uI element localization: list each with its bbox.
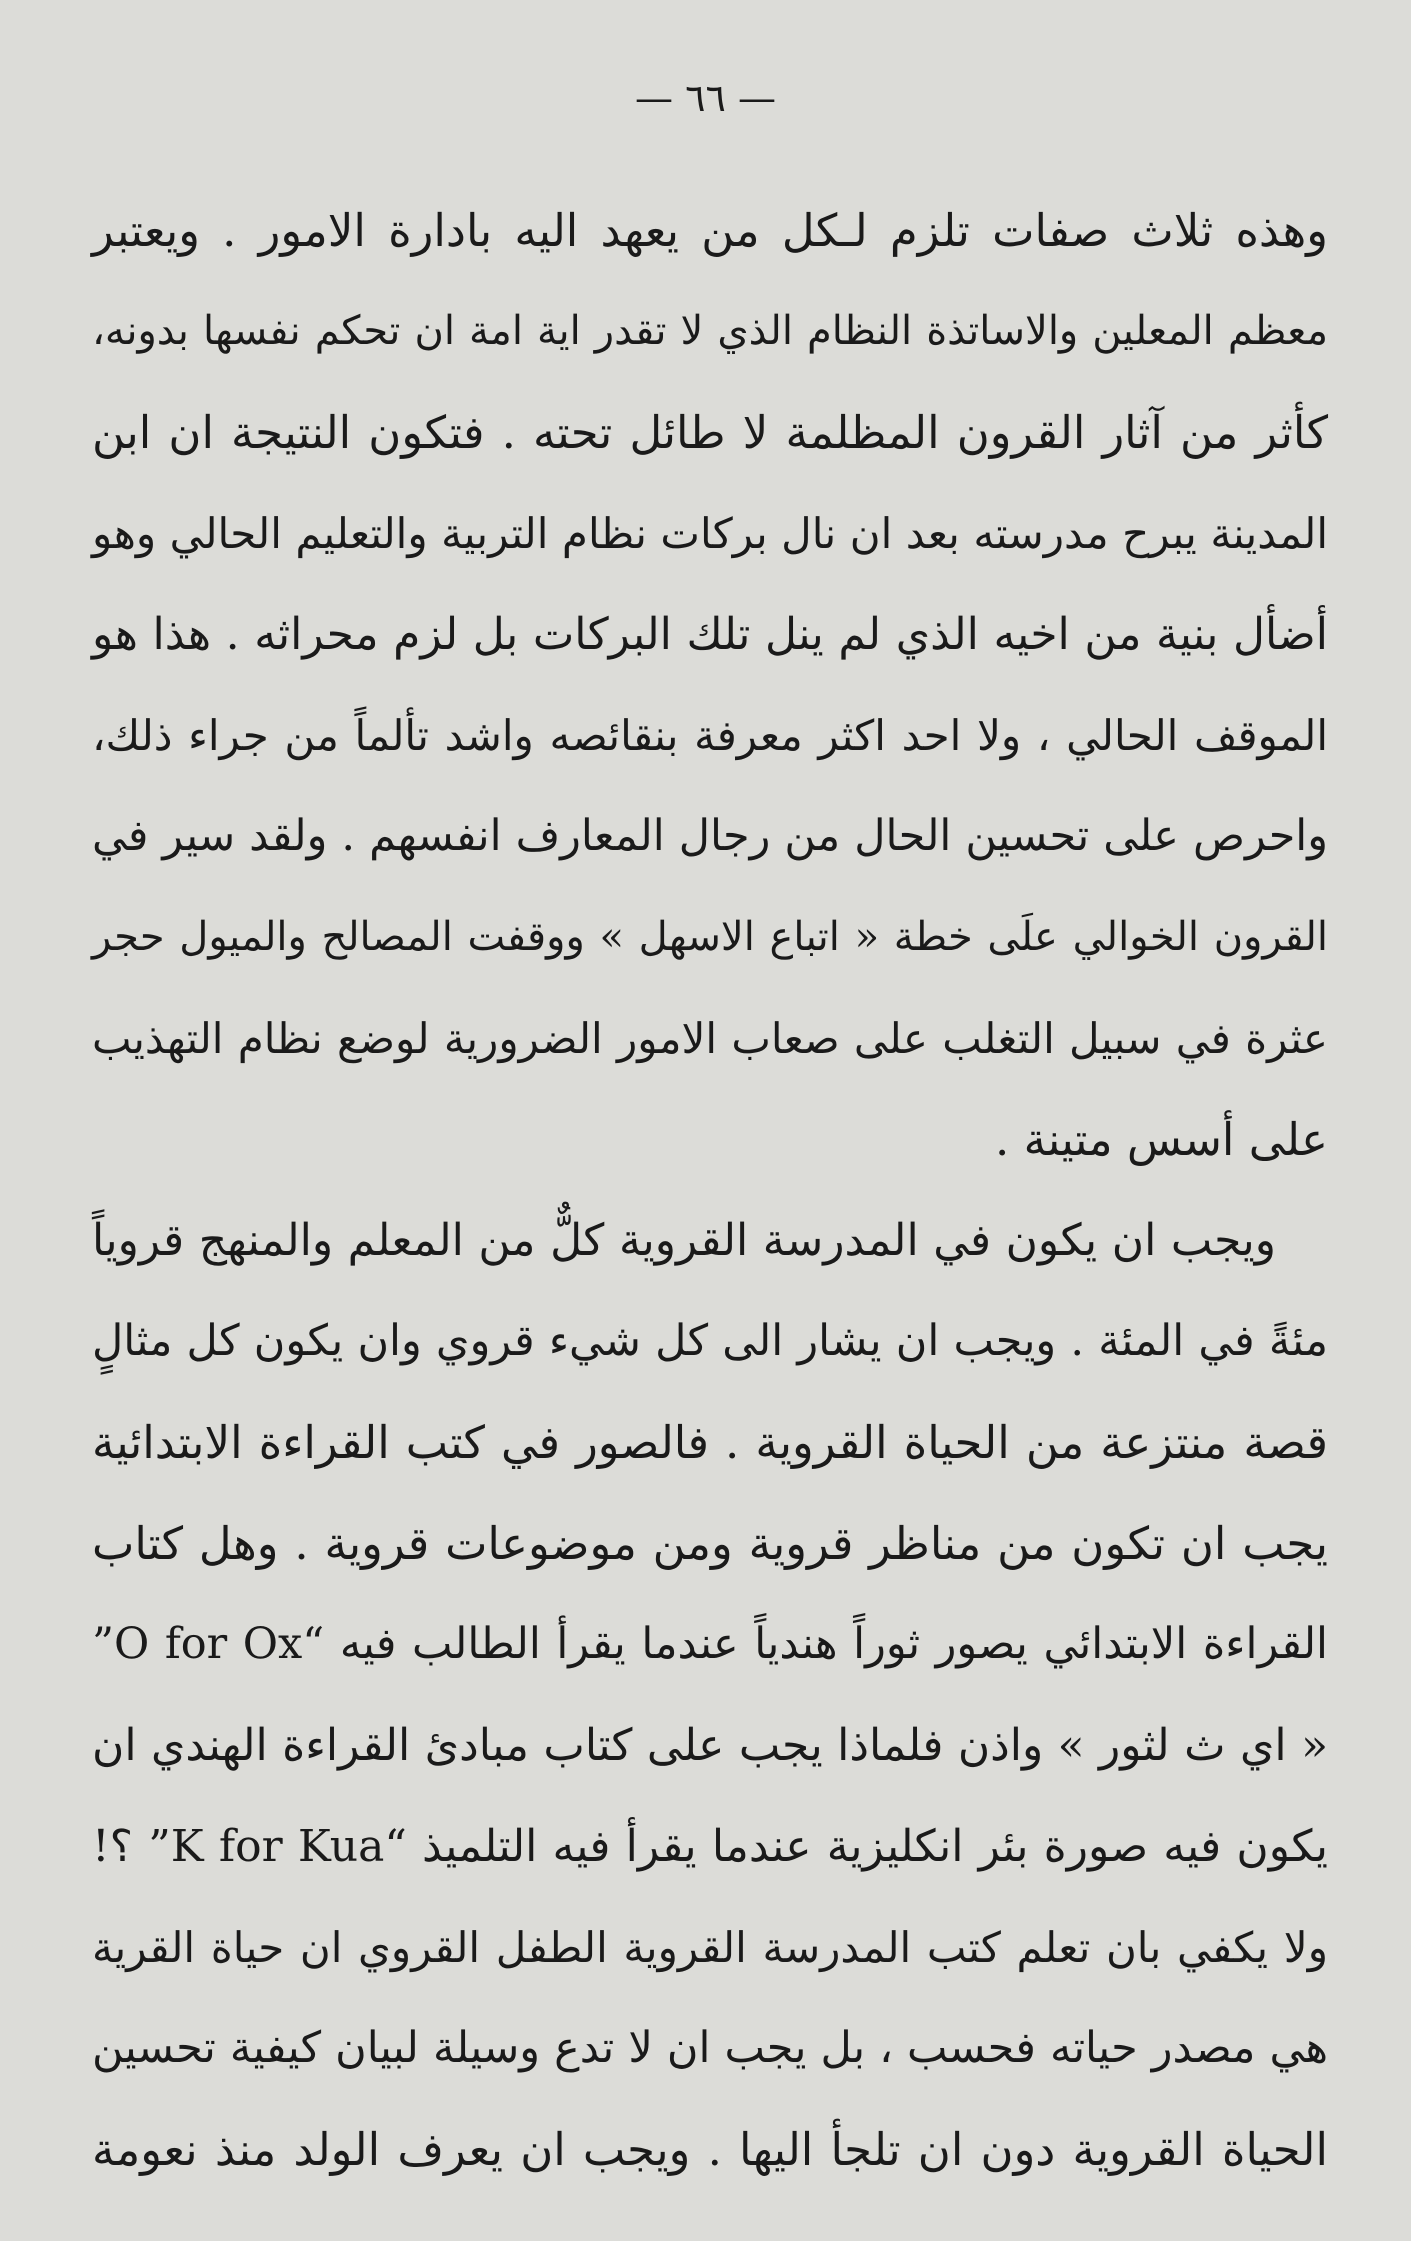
- text-line: الموقف الحالي ، ولا احد اكثر معرفة بنقائصه واشد تألماً من جراء ذلك،: [92, 711, 1328, 760]
- text-line: القرون الخوالي علَى خطة « اتباع الاسهل » ووقفت المصالح والميول حجر: [92, 914, 1328, 960]
- text-line: ولا يكفي بان تعلم كتب المدرسة القروية الطفل القروي ان حياة القرية: [92, 1923, 1328, 1972]
- paragraph-start-line: ويجب ان يكون في المدرسة القروية كلٌّ من المعلم والمنهج قروياً: [92, 1215, 1276, 1266]
- text-line: عثرة في سبيل التغلب على صعاب الامور الضرورية لوضع نظام التهذيب: [92, 1014, 1328, 1063]
- text-line: أضأل بنية من اخيه الذي لم ينل تلك البركات بل لزم محراثه . هذا هو: [92, 609, 1328, 660]
- text-line: هي مصدر حياته فحسب ، بل يجب ان لا تدع وسيلة لبيان كيفية تحسين: [92, 2023, 1328, 2073]
- text-line: قصة منتزعة من الحياة القروية . فالصور في كتب القراءة الابتدائية: [92, 1416, 1328, 1469]
- text-line: الحياة القروية دون ان تلجأ اليها . ويجب ان يعرف الولد منذ نعومة: [92, 2123, 1328, 2176]
- text-line: كأثر من آثار القرون المظلمة لا طائل تحته . فتكون النتيجة ان ابن: [92, 406, 1328, 459]
- text-line: واحرص على تحسين الحال من رجال المعارف انفسهم . ولقد سير في: [92, 811, 1328, 861]
- text-line: يجب ان تكون من مناظر قروية ومن موضوعات قروية . وهل كتاب: [92, 1517, 1328, 1570]
- text-line: وهذه ثلاث صفات تلزم لـكل من يعهد اليه بادارة الامور . ويعتبر: [92, 204, 1328, 257]
- paragraph-end-line: على أسس متينة .: [994, 1113, 1328, 1166]
- text-line: معظم المعلين والاساتذة النظام الذي لا تقدر اية امة ان تحكم نفسها بدونه،: [92, 308, 1328, 354]
- text-line: يكون فيه صورة بئر انكليزية عندما يقرأ فيه التلميذ “K for Kua” ؟!: [92, 1821, 1328, 1872]
- text-line: القراءة الابتدائي يصور ثوراً هندياً عندما يقرأ الطالب فيه “O for Ox”: [92, 1619, 1328, 1669]
- page-text: [92, 180, 1328, 2200]
- page-number: — ٦٦ —: [634, 76, 776, 120]
- text-line: « اي ث لثور » واذن فلماذا يجب على كتاب مبادئ القراءة الهندي ان: [92, 1720, 1328, 1771]
- text-line: مئةً في المئة . ويجب ان يشار الى كل شيء قروي وان يكون كل مثالٍ: [92, 1316, 1328, 1366]
- text-line: المدينة يبرح مدرسته بعد ان نال بركات نظام التربية والتعليم الحالي وهو: [92, 509, 1328, 558]
